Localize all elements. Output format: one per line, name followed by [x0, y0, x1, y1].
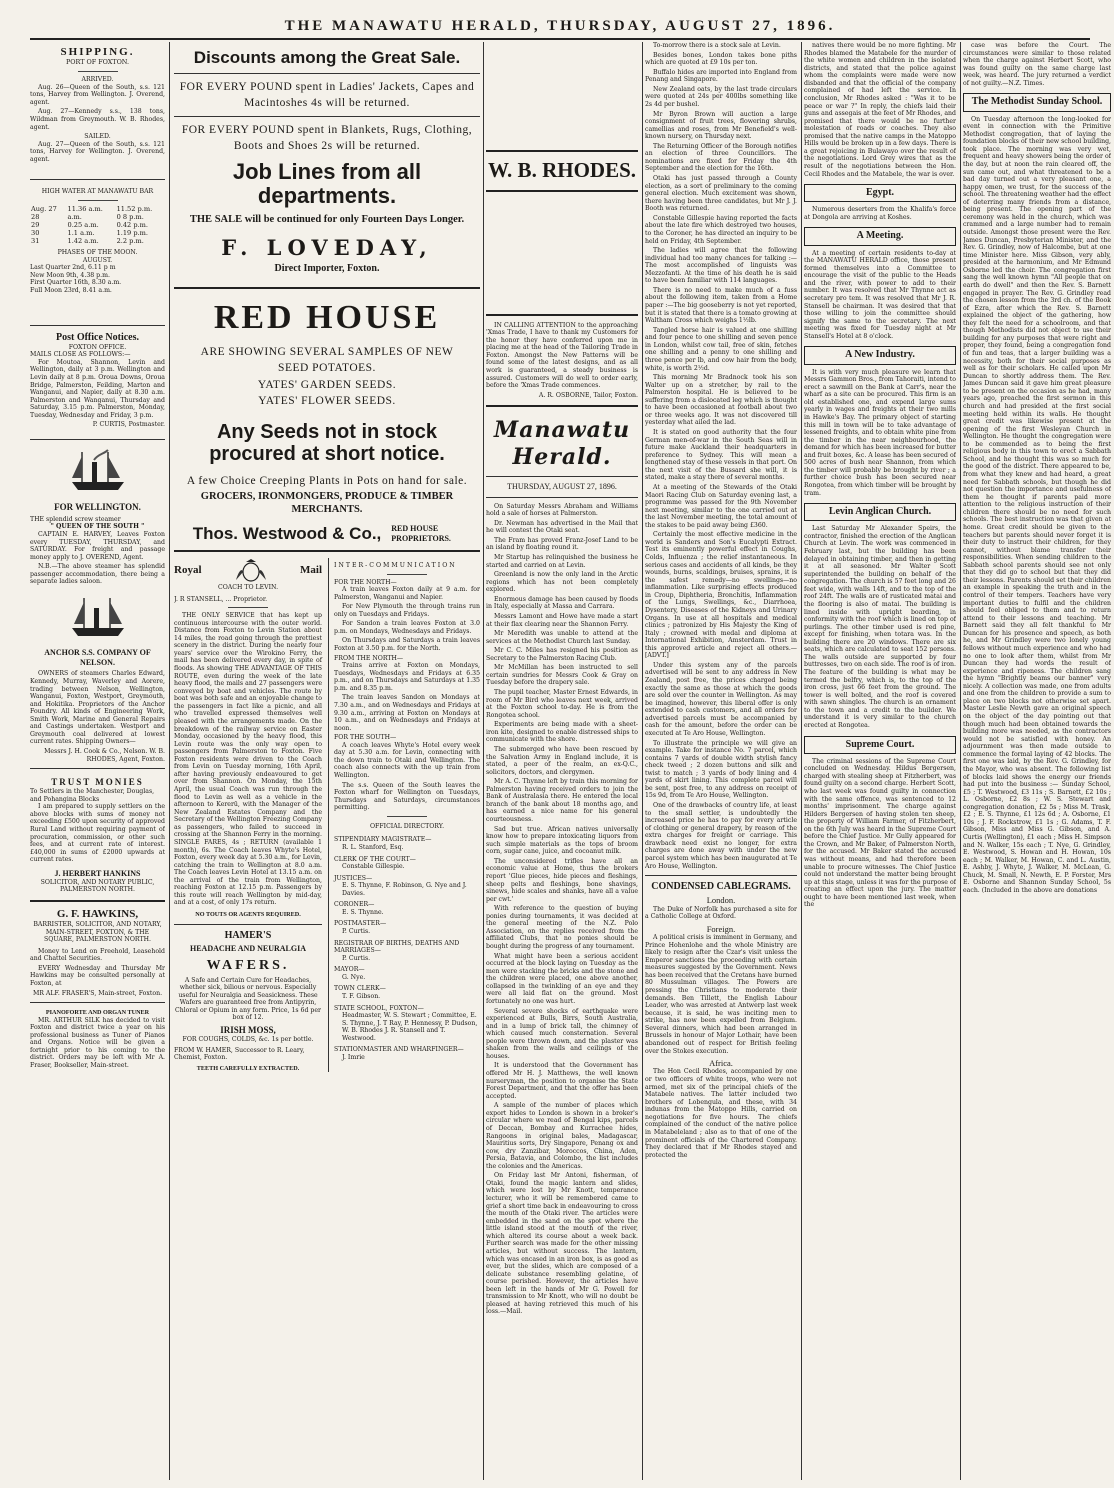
- column-news-2: [804, 42, 956, 1480]
- news-item: The submerged who have been rescued by the Salvation Army in England include, it is stated, a peer of the realm, an ex-Q.C., solicitors, doctors, and clergymen.: [486, 745, 638, 776]
- steamer-details: CAPTAIN E. HARVEY, Leaves Foxton every TUESDAY, THURSDAY, and SATURDAY. For freight and passage money apply to J. OVEREND, Agent.: [30, 530, 165, 561]
- divider: [174, 287, 480, 289]
- coach-heading: COACH TO LEVIN.: [217, 583, 279, 591]
- anchor-company-heading: ANCHOR S.S. COMPANY OF NELSON.: [44, 647, 151, 667]
- postmaster-sign: P. CURTIS, Postmaster.: [92, 421, 165, 429]
- directory-label: CLERK OF THE COURT—: [334, 855, 416, 863]
- westwood-line: [174, 524, 480, 544]
- news-item: It is understood that the Government has offered Mr H. J. Matthews, the well known nurseryman, the position to organise the State Forest Department, and that the offer has been accepted.: [486, 1062, 638, 1100]
- divider: [228, 607, 268, 608]
- divider: [486, 314, 638, 316]
- arrived-heading: ARRIVED.: [81, 76, 114, 84]
- red-house-line: SEED POTATOES.: [278, 362, 376, 375]
- news-item: Enormous damage has been caused by floods in Italy, especially at Massa and Carrara.: [486, 595, 638, 611]
- post-office-heading: Post Office Notices.: [55, 331, 140, 343]
- hamers-heading: HAMER'S: [224, 929, 272, 941]
- meeting-text: At a meeting of certain residents to-day at the MANAWATU HERALD office, those present formed themselves into a Committee to encourage the visit of the public to the Heads and the river, with power to add to their number. It was resolved that Mr Thynne act as secretary pro tem. It was resolved that Mr J. R. Stansell be chairman. It was desired that that those willing to join the committee should signify the same to the secretary. The next meeting was fixed for Tuesday night at Mr Stansell's Hotel at 8 o'clock.: [804, 249, 956, 340]
- royal-mail-header: [174, 558, 322, 584]
- table-cell: 2.2 p.m.: [116, 237, 144, 246]
- supreme-court-text: The criminal sessions of the Supreme Court concluded on Wednesday. Hildus Bergersen, charged with stealing sheep at Fitzherbert, was found guilty on a second charge. Herbert Scott, who last week was found guilty in connection with the same offence, was sentenced to 12 months' imprisonment. The charge against Hilders Bergersen of having stolen ten sheep, the property of William Farmer, of Fitzherbert, on the 6th July was heard in the Supreme Court before the Chief Justice. Mr Gully appeared for the Crown, and Mr Baker, of Palmerston North, for the accused. Mr Baker stated the accused was without means, and had therefore been unable to procure witnesses. The Chief Justice could not understand the matter being brought up at this stage, unless it was for the purpose of creating an effect upon the jury. The matter ought to have been mentioned last week, when the: [804, 757, 956, 909]
- directory-value: G. Nye.: [342, 973, 366, 981]
- lower-ads: [174, 558, 480, 1072]
- news-item: Tangled horse hair is valued at one shilling and four pence to one shilling and seven pence in London, whilst cow tail, free of skin, fetches one shilling and a penny to one shilling and three pence per lb, and cow hair from the body, white, is worth 2½d.: [645, 326, 797, 372]
- directory-value: J. Imrie: [342, 1053, 365, 1061]
- divider: [30, 439, 165, 440]
- directory-label: MAYOR—: [334, 966, 365, 974]
- hamer-sign: FROM W. HAMER, Successor to R. Leary, Chemist, Foxton.: [174, 1046, 305, 1062]
- inter-communication: [328, 558, 480, 1072]
- news-item: Buffalo hides are imported into England from Penang and Singapore.: [645, 68, 797, 84]
- plants-text: A few Choice Creeping Plants in Pots on hand for sale.: [186, 474, 468, 487]
- levin-church-heading: Levin Anglican Church.: [804, 503, 956, 521]
- news-item: Experiments are being made with a sheet-iron kite, designed to enable distressed ships to communicate with the shore.: [486, 721, 638, 744]
- directory-value: P. Curtis.: [342, 954, 371, 962]
- divider: [30, 325, 165, 326]
- herald-date: THURSDAY, AUGUST 27, 1896.: [507, 481, 617, 491]
- herald-title: Manawatu Herald.: [493, 417, 631, 471]
- wafers-text: A Safe and Certain Cure for Headaches, whether sick, bilious or nervous. Especially useful for Neuralgia and Seasickness. These Wafers are guaranteed free from Antipyrin, Chloral or Opium in any form. Price, 1s 6d per box of 12.: [174, 976, 322, 1022]
- news-item: Constable Gillespie having reported the facts about the late fire which destroyed two houses, to the Coroner, he has directed an inquiry to be held on Friday, 4th September.: [645, 214, 797, 245]
- loveday-name: F. LOVEDAY,: [221, 235, 433, 261]
- teeth-text: TEETH CAREFULLY EXTRACTED.: [196, 1064, 300, 1072]
- news-item: There is no need to make much of a fuss about the following item, taken from a Home paper :—The big gooseberry is not yet reported, but it is stated that there is a tomato growing at Waltham Cross which weighs 1½lb.: [645, 286, 797, 325]
- news-item: The Returning Officer of the Borough notifies an election of three Councillors. The nominations are fixed for Friday the 4th September and the election for the 16th.: [645, 142, 797, 173]
- africa-text: The Hon Cecil Rhodes, accompanied by one or two officers of white troops, who were not armed, met six of the principal chiefs of the Matabele natives. The latter included two brothers of Lobengula, and these, with 34 indunas from the Matoppo Hills, carried on negotiations for five hours. The chiefs complained of the conduct of the native police in Matabeleland ; also as to that of one of the prominent officials of the Chartered Company. They declared that if Mr Rhodes stayed and protected the: [645, 1068, 797, 1159]
- news-item: Greenland is now the only land in the Arctic regions which has not been completely explored.: [486, 571, 638, 594]
- hawkins-text: Money to Lend on Freehold, Leasehold and Chattel Securities.: [30, 947, 165, 963]
- moon-month: AUGUST.: [82, 256, 113, 264]
- news-item: Mr Startup has relinquished the business he started and carried on at Levin.: [486, 554, 638, 569]
- red-house-line: YATES' FLOWER SEEDS.: [258, 394, 396, 407]
- column-herald: [486, 42, 638, 1480]
- divider: [486, 405, 638, 407]
- inter-subheading: FOR THE SOUTH—: [334, 734, 397, 742]
- divider: [78, 200, 118, 201]
- moon-heading: PHASES OF THE MOON.: [57, 249, 138, 257]
- cablegrams-heading: CONDENSED CABLEGRAMS.: [651, 881, 791, 893]
- directory-value: E. S. Thynne, F. Robinson, G. Nye and J. Davies.: [342, 882, 467, 897]
- levin-church-text: Last Saturday Mr Alexander Speirs, the contractor, finished the erection of the Anglican Church at Levin. The work was commenced in February last, but the building has been delayed in obtaining timber, and then in getting it at all seasoned. Mr Walter Scott superintended the building on behalf of the congregation. The church is 57 feet long and 26 feet wide, with walls 14ft, and to the top of the roof 24ft. The walls are of rusticated matai and the flooring is also of matai. The building is lined inside with upright boarding, in conformity with the roof which is lined on top of purlings. The other timber used is red pine, except for finishing, when totara was. In the building there are 20 windows. There are six seats, which are calculated to seat 152 persons. The walls outside are supported by four buttresses, two on each side. The roof is of iron. The feature of the building is what may be termed the belfry, which is, to the top of the iron cross, just 66 feet from the ground. The tower is well bolted, and the roof is covered with sawn shingles. The church is an ornament to the town and a credit to the builder. We understand it is very similar to the church erected at Rongotea.: [804, 525, 956, 729]
- news-item: Besides bones, London takes bone piths which are quoted at £9 10s per ton.: [645, 51, 797, 67]
- table-cell: 29: [31, 221, 40, 230]
- steamship-icon: [68, 594, 128, 640]
- divider: [30, 900, 165, 902]
- sunday-school-text: On Tuesday afternoon the long-looked for event in connection with the Primitive Methodist congregation, that of laying the foundation blocks of their new school building, took place. The morning was very wet, frequent and heavy showers being the order of the day, but at noon the rain cleared off, the sun came out, and what threatened to be a bad day turned out a very pleasant one, a happy omen, we trust, for the success of the school. The threatening weather had the effect of deterring many friends from a distance, being present. The opening part of the ceremony was held in the church, which was crammed and a large number had to remain outside. Amongst those present were the Rev. James Duncan, Presbyterian Minister, and the Rev. G. Grindley, now of Halcombe, but at one time Minister here. Miss Gibson, very ably, presided at the harmonium, and Mr Edmund Osborne led the choir. The congregation first sang the well known hymn "All people that on earth do dwell" and then the Rev. S. Barnett engaged in prayer. The Rev. G. Grindley read the chosen lesson from the 3rd ch. of the Book of Ezra, after which the Rev. S. Barnett explained the object of the gathering, how they felt the need for a schoolroom, and that though Methodists did not object to use their building for any purposes that were right and proper, they found, being a congregation fond of fun and teas, that a larger building was a necessity, both for their social purposes as well as for their scholars. He called upon Mr Duncan to shortly address them. The Rev. James Duncan said it gave him great pleasure to be present on the occasion as he had, many years ago, preached the first sermon in this church and had presided at the first social meeting held within its walls. He thought great credit was likewise present at the opening of the first Wesleyan Church in Wellington. He thought the congregation were to be commended as to being the first religious body in this town to erect a Sabbath School, and he thought this was so much for the good of the district. There appeared to be, from what they knew and had heard, a great need for Sabbath schools, but though he did not question the importance and usefulness of them he thought if parents paid more attention to the religious instruction of their children there should be no need for such schools. The best instruction was that given at home. Great credit should be given to the teachers but parents should never forget it is their duty to instruct their children, for they cannot, without blame transfer their responsibilities. When sending children to the Sabbath school parents should see not only that they did go to school but that they did their lessons. Parents should set their children an example in speaking the truth and in the control of their tempers. Teachers have very important duties to fulfil and the children should feel obliged to them and to return attend to their lessons and teaching. Mr Barnett said they all felt thankful to Mr Duncan for his presence and speech, as both he, and Mr Grindley were two lonely young fellows without much experience and who had no one to look after them, whilst from Mr Duncan they had words the result of experience and ripeness. The children sang the hymn "Brightly beams our banner" very nicely. A collection was made, one from adults and one from the children to provide a sum to place on two blocks not otherwise set apart. Master Leslie Newth gave an original speech on the object of the day pointing out that though much had been obtained towards the building more was needed, as the contractors would not be satisfied with honey. An adjournment was then made outside to commence the formal laying of 42 blocks. The first one was laid, by the Rev. G. Grindley, for the Mayor, who was absent. The following list of blocks laid shows the energy our friends had put into the business :— Sunday School, £5 ; T. Westwood, £3 11s ; S. Barnett, £2 10s ; L. Osborne, £2 8s ; W. S. Stewart and congregation donation, £2 5s ; Miss M. Trask, £2 ; E. S. Thynne, £1 12s 6d ; A. Osborne, £1 10s ; J. F. Rockstrow, £1 1s ; G. Adams, T. F. Gibson, Miss and Miss G. Gibson, and A. Curtis (Wellington), £1 each ; Miss H. Simpson and N. Walker, 15s each ; T. Nye, G. Grindley, E. Westwood, S. Howan and H. Howan, 10s each ; M. Walker, M. Howan, C. and L. Austin, E. Ashby, J. Whyte, J. Walker, M. McLean, G. Chuck, M. Small, N. Newth, E. P. Forster, Mrs E. Osborne and Shannon Sunday School, 5s each. (Included in the above are donations: [963, 115, 1111, 894]
- news-item: Mr Byron Brown will auction a large consignment of fruit trees, flowering shrubs, camellias and roses, from Mr Benefield's well-known nursery, on Thursday next.: [645, 110, 797, 141]
- table-cell: 28: [31, 213, 40, 221]
- blank-space: [486, 42, 638, 150]
- news-item: Mr McMillan has been instructed to sell certain sundries for Messrs Cook & Gray on Tuesday before the drapery sale.: [486, 664, 638, 687]
- news-item: Messrs Lamont and Howe have made a start at their flax clearing near the Shannon Ferry.: [486, 612, 638, 628]
- royal-label: Royal: [174, 564, 202, 577]
- divider: [645, 875, 797, 876]
- news-item: The unconsidered trifles have all an economic value at Home, thus the brokers report 'Glue pieces, hide pieces and fleshings, sheep pelts and fleshings, bone shavings, sinews, hide scales and shanks, have all a value per cwt.': [486, 857, 638, 903]
- news-item: The ladies will agree that the following individual had too many chances for talking :—The most accomplished of linguists was Mezzofanti. At the time of his death he is said to have been familiar with 114 languages.: [645, 247, 797, 285]
- steamship-icon: [68, 448, 128, 494]
- news-item: Several severe shocks of earthquake were experienced at Bulls, Birrs, South Australia, and in a lump of brick tall, the chimney of which caused much consternation. Several people were thrown down, and the plaster was shaken from the walls and ceilings of the houses.: [486, 1007, 638, 1060]
- trust-monies-heading: TRUST MONIES: [51, 777, 144, 788]
- arrival-entry: Aug. 27—Kennedy s.s., 138 tons, Wildman from Greymouth. W. B. Rhodes, agent.: [30, 108, 165, 131]
- news-item: On Friday last Mr Antoni, fisherman, of Otaki, found the magic lantern and slides, which were lost by Mr Knott, temperance lecturer, who it will be remembered came to grief a short time back in endeavouring to cross the mouth of the Otaki river. The articles were embedded in the sand on the spot where the little island stood at the mouth of the river, which altered its course about a week back. Further search was made for the other missing articles, but without success. The lantern, which was encased in an iron box, is as good as ever, but the slides, which are composed of a delicate substance resembling gelatine, of course perished. However, the articles have been left in the hands of Mr G. Powell for transmission to Mr Knott, who will no doubt be pleased at having retrieved this much of his loss.—Mail.: [486, 1172, 638, 1316]
- rhodes-advert: W. B. RHODES.: [486, 150, 638, 192]
- column-advertisements: [174, 42, 480, 1480]
- foreign-heading: Foreign.: [706, 923, 736, 934]
- inter-text: The s.s. Queen of the South leaves the Foxton wharf for Wellington on Tuesdays, Thursdays and Saturdays, circumstances permitting.: [334, 781, 480, 812]
- london-heading: London.: [706, 895, 736, 906]
- sunday-school-heading: The Methodist Sunday School.: [963, 93, 1111, 111]
- news-item: Mr Meredith was unable to attend at the services at the Methodist Church last Sunday.: [486, 630, 638, 645]
- wafers-heading: WAFERS.: [206, 957, 290, 973]
- directory-label: STATE SCHOOL, FOXTON—: [334, 1004, 424, 1012]
- table-row: [30, 213, 165, 221]
- divider: [174, 116, 480, 117]
- meeting-heading: A Meeting.: [804, 227, 956, 245]
- inter-subheading: FOR THE NORTH—: [334, 578, 397, 586]
- news-item: With reference to the question of buying ponies during tournaments, it was decided at the general meeting of the N.Z. Polo Association, on the replies received from the affiliated Clubs, that no ponies should be bought during the progress of any tournament.: [486, 905, 638, 951]
- moon-phase: First Quarter 16th, 8.30 a.m.: [30, 279, 122, 287]
- column-divider: [169, 42, 170, 1480]
- egypt-heading: Egypt.: [804, 184, 956, 202]
- table-cell: 11.52 p.m.: [116, 204, 153, 213]
- news-item: This morning Mr Bradnock took his son Walter up on a stretcher, by rail to the Palmerston hospital. He is believed to be suffering from a dislocated leg which is thought to have been occasioned at football about two or three weeks ago. It was not discovered till yesterday what ailed the lad.: [645, 374, 797, 427]
- news-text: case was before the Court. The circumstances were similar to those related when the charge against Herbert Scott, who was found guilty on the same charge last week, was heard. The jury returned a verdict of not guilty.—N.Z. Times.: [963, 42, 1111, 87]
- red-house-heading: RED HOUSE: [213, 298, 441, 336]
- mails-close: MAILS CLOSE AS FOLLOWS:—: [30, 351, 131, 359]
- official-directory-heading: OFFICIAL DIRECTORY.: [369, 822, 445, 830]
- africa-heading: Africa.: [709, 1058, 733, 1069]
- table-row: [30, 205, 165, 213]
- post-office-text: For Moutoa, Shannon, Levin and Wellington, daily at 3 p.m. Wellington and Levin daily at 8 p.m. Oroua Downs, Oroua Bridge, Palmerston, Feilding, Marton and Wanganui, and Napier, daily at 8.30 a.m. Palmerston and Wanganui, Thursday and Saturday, 3.15 p.m. Palmerston, Monday, Tuesday, Wednesday and Friday, 3 p.m.: [30, 358, 165, 419]
- inter-text: The train leaves Sandon on Mondays at 7.30 a.m., and on Wednesdays and Fridays at 9.30 a.m., arriving at Foxton on Mondays at 10 a.m., and on Wednesdays and Fridays at noon.: [334, 694, 480, 732]
- high-water-heading: HIGH WATER AT MANAWATU BAR: [41, 188, 154, 196]
- divider: [174, 73, 480, 74]
- table-cell: 0.25 a.m.: [67, 221, 99, 230]
- news-item: A sample of the number of places which export hides to London is shown in a broker's circular where we read of Bengal kips, parcels of Deccan, Bombay and Kurrachee hides, Rangoons in original bales, Madagascar, Mauritius sorts, Dry Singapore, Penang ox and cow, dry Zanzibar, Moroccos, China, Aden, Persia, Batavia, and Colombo, the list includes the colonies and the Americas.: [486, 1102, 638, 1170]
- red-house-line: YATES' GARDEN SEEDS.: [257, 378, 397, 391]
- news-item: New Zealand oats, by the last trade circulars were quoted at 24s per 400lbs something like 2s 4d per bushel.: [645, 85, 797, 108]
- news-item: At a meeting of the Stewards of the Otaki Maori Racing Club on Saturday evening last, a programme was passed for the 9th November next meeting, similar to the one carried out at the last November meeting, the total amount of the stakes to be paid away being £360.: [645, 483, 797, 529]
- directory-value: Constable Gillespie.: [342, 863, 405, 871]
- anchor-company-text: OWNERS of steamers Charles Edward, Kennedy, Murray, Waverley and Aorere, trading between Nelson, Wellington, Wanganui, Foxton, Westport, Greymouth, and Hokitika. Proprietors of the Anchor Foundry. All kinds of Engineering Work, Smith Work, Marine and General Repairs and Castings undertaken. Westport and Greymouth coal delivered at lowest current rates. Shipping Owners—: [30, 670, 165, 746]
- divider: [78, 71, 118, 72]
- column-shipping: [30, 42, 165, 1480]
- news-item: Certainly the most effective medicine in the world is Sanders and Son's Eucalypti Extract. Test its eminently powerful effect in Coughs, Colds, Influenza ; the relief instantaneous. In serious cases and accidents of all kinds, be they wounds, burns, scaldings, bruises, sprains, it is the safest remedy—no swellings—no inflammation. Like surprising effects produced in Croup, Diphtheria, Bronchitis, Inflammation of the Lungs, Swellings, &c., Diarrhoea, Dysentery, Diseases of the Kidneys and Urinary Organs. In use at all hospitals and medical clinics ; patronized by His Majesty the King of Italy ; crowned with medal and diploma at International Exhibition, Amsterdam. Trust in this approved article and reject all others.—[ADVT.]: [645, 531, 797, 660]
- inter-text: On Thursdays and Saturdays a train leaves Foxton at 3.50 p.m. for the North.: [334, 637, 480, 653]
- news-item: What might have been a serious accident occurred at the block laying on Tuesday as the men were stacking the bricks and the stone and the children were placed, one above another, collapsed in the twinkling of an eye and they were all laid flat on the ground. Most fortunately no one was hurt.: [486, 952, 638, 1005]
- irish-moss-heading: IRISH MOSS,: [220, 1024, 276, 1035]
- divider: [387, 816, 427, 817]
- moon-phase: Last Quarter 2nd, 6.11 p m: [30, 264, 116, 272]
- divider: [486, 476, 638, 477]
- masthead: [30, 14, 1090, 40]
- inter-text: For Sandon a train leaves Foxton at 3.0 p.m. on Mondays, Wednesdays and Fridays.: [334, 620, 480, 635]
- steamer-name: " QUEEN OF THE SOUTH ": [50, 523, 145, 531]
- inter-text: Trains arrive at Foxton on Mondays, Tuesdays, Wednesdays and Fridays at 6.35 p.m., and on Thursdays and Saturdays at 1.35 p.m. and 8.35 p.m.: [334, 662, 480, 692]
- column-news: [645, 42, 797, 1480]
- egypt-text: Numerous deserters from the Khalifa's force at Dongola are arriving at Koshes.: [804, 206, 956, 221]
- osborne-text: IN CALLING ATTENTION to the approaching 'Xmas Trade, I have to thank my Customers for the honor they have conferred upon me in placing me at the head of the Tailoring Trade in Foxton. Amongst the New Patterns will be found some of the latest designs, and as all work is guaranteed, a steady business is assured. Customers will do well to order early, before the 'Xmas Trade commences.: [486, 321, 638, 390]
- trust-monies-sub: To Settlers in the Manchester, Douglas, and Pohangina Blocks: [30, 788, 155, 803]
- steamer-note: N.B.—The above steamer has splendid passenger accommodation, there being a separate ladies saloon.: [30, 563, 165, 586]
- red-house-line: ARE SHOWING SEVERAL SAMPLES OF NEW: [200, 346, 454, 359]
- hankins-sub: SOLICITOR, AND NOTARY PUBLIC, PALMERSTON NORTH.: [40, 878, 155, 894]
- hawkins-sub: BARRISTER, SOLICITOR, AND NOTARY,: [33, 921, 162, 929]
- directory-value: T. F. Gibson.: [342, 992, 381, 1000]
- no-touts: NO TOUTS OR AGENTS REQUIRED.: [195, 911, 301, 919]
- table-cell: 0 8 p.m.: [116, 213, 144, 221]
- royal-crest-icon: [234, 558, 268, 584]
- port-heading: PORT OF FOXTON.: [65, 58, 130, 67]
- news-item: To-morrow there is a stock sale at Levin.: [653, 42, 781, 49]
- piano-text: MR. ARTHUR SILK has decided to visit Foxton and district twice a year on his professional business as Tuner of Pianos and Organs. Notice will be given a fortnight prior to his coming to the district. Orders may be left with Mr A. Fraser, Bookseller, Main-street.: [30, 1016, 165, 1070]
- trust-monies-text: I am prepared to supply settlers on the above blocks with sums of money not exceeding £500 upon security of approved Rural Land without requiring payment of procuration, commission, or other such fees, and at current rate of interest. £40,000 in sums of £2000 upwards at current rates.: [30, 803, 165, 864]
- hawkins-address: MAIN-STREET, FOXTON, & THE SQUARE, PALMERSTON NORTH.: [44, 928, 151, 944]
- coach-proprietor: J. R STANSELL, ... Proprietor.: [174, 595, 268, 603]
- irish-moss-text: FOR COUGHS, COLDS, &c. 1s per bottle.: [182, 1035, 314, 1043]
- table-cell: 1.42 a.m.: [67, 237, 99, 246]
- directory-value: P. Curtis.: [342, 928, 371, 936]
- table-row: [30, 229, 165, 237]
- london-text: The Duke of Norfolk has purchased a site for a Catholic College at Oxford.: [645, 905, 797, 921]
- table-cell: 0.42 p.m.: [116, 221, 149, 230]
- table-cell: 1.1 a.m.: [67, 229, 95, 238]
- divider: [30, 768, 165, 769]
- moon-phase: Full Moon 23rd, 8.41 a.m.: [30, 286, 112, 294]
- divider: [30, 179, 165, 180]
- news-item: Mr A. C. Thynne left by train this morning for Palmerston having received orders to join the Bank of Australasia there. He entered the local branch of the bank about 18 months ago, and has earned a nice name for his general courteousness.: [486, 778, 638, 824]
- post-office-sub: FOXTON OFFICE.: [68, 343, 127, 351]
- coach-ad: [174, 558, 322, 1072]
- divider: [486, 497, 638, 498]
- industry-heading: A New Industry.: [804, 346, 956, 364]
- discounts-heading: Discounts among the Great Sale.: [193, 48, 461, 67]
- shipping-heading: SHIPPING.: [60, 46, 135, 58]
- hawkins-location: MR ALF. FRASER'S, Main-street, Foxton.: [32, 989, 163, 997]
- directory-label: REGISTRAR OF BIRTHS, DEATHS AND MARRIAGES—: [334, 939, 460, 955]
- column-divider: [960, 42, 961, 1480]
- sailing-entry: Aug. 27—Queen of the South, s.s. 121 tons, Harvey for Wellington. J. Overend, agent.: [30, 140, 165, 163]
- directory-label: STIPENDIARY MAGISTRATE—: [334, 836, 432, 844]
- industry-text: It is with very much pleasure we learn that Messrs Gammon Bros., from Tahoraiti, intend to erect a sawmill on the Bank at Carr's, near the wharf as a site can be procured. This firm is an old established one, and expend large sums yearly in wages and freights at their two mills in Hawke's Bay. The primary object of starting this mill in town will be to take advantage of lessened freights, and to obtain white pine from the timber in the near neighbourhood, the demand for which has been increased for butter and fruit boxes, &c. A lease has been secured of 500 acres of bush near Shannon, from which the timber will probably be brought by river ; a further choice bush has been secured near Rongotea, from which timber will be brought by tram.: [804, 368, 956, 497]
- table-row: [30, 221, 165, 229]
- column-divider: [801, 42, 802, 1480]
- anchor-company-sign: Messrs J. H. Cook & Co., Nelson. W. B. RHODES, Agent, Foxton.: [44, 748, 165, 763]
- high-water-table: [30, 205, 165, 245]
- westwood-name: Thos. Westwood & Co.,: [192, 524, 382, 544]
- column-news-3: [963, 42, 1111, 1480]
- table-cell: 31: [31, 237, 40, 246]
- coach-text: THE ONLY SERVICE that has kept up continuous intercourse with the outer world. Distance from Foxton to Levin Station about 14 miles, the road going through the prettiest scenery in the district. During the nearly four years' service over the Wirokino Ferry, the mail has been delivered every day, in spite of floods. As showing THE ADVANTAGE OF THIS ROUTE, even during the week of the late heavy flood, the mails and 27 passengers were conveyed by boat and vehicles. The route by boat was both safe and an enjoyable change to the passengers in fact like a picnic, and all who travelled expressed themselves well pleased with the arrangements made. On the breakdown of the railway service on Easter Monday, occasioned by the heavy flood, this Levin route was the only way open to passengers from Palmerston to Foxton. Five Foxton residents were driven to the Coach from Levin on Tuesday morning, 16th April, after having previously endeavoured to get over from Shannon. On Monday, the 15th April, the usual Coach was run through the flood to Levin as well as a vehicle in the afternoon to Kererū, with the Manager of the New Zealand Estates Company and the Secretary of the Wellington Freezing Company as passengers, who failed to succeed in crossing at the Shannon Ferry in the morning. SINGLE FARES, 4s ; RETURN (available 1 month), 6s. The Coach leaves Whyte's Hotel, Foxton, every week day at 5.30 a.m., for Levin, catching the train to Wellington at 8.0 a.m. The Coach leaves Levin Hotel at 13.15 a.m. on the arrival of the train from Wellington, reaching Foxton at 12.15 p.m. Passengers by this route will reach Wellington by mid-day, and at a cost, of only 17s return.: [174, 612, 322, 907]
- directory-label: JUSTICES—: [334, 874, 373, 882]
- directory-label: TOWN CLERK—: [334, 985, 386, 993]
- hamers-sub: HEADACHE AND NEURALGIA: [189, 943, 306, 953]
- directory-label: STATIONMASTER AND WHARFINGER—: [334, 1046, 464, 1054]
- discount-offer: FOR EVERY POUND spent in Blankets, Rugs, Clothing, Boots and Shoes 2s will be returned.: [181, 123, 473, 152]
- arrival-entry: Aug. 26—Queen of the South, s.s. 121 tons, Harvey from Wellington. J. Overend, agent.: [30, 83, 165, 106]
- column-divider: [483, 42, 484, 1480]
- directory-value: Headmaster, W. S. Stewart ; Committee, E. S. Thynne, J. T Ray, P. Hennessy, P. Dudson, W. B. Rhodes J. R. Stansell and T. Westwood.: [342, 1012, 478, 1042]
- steamer-intro: THE splendid screw steamer: [30, 515, 121, 523]
- discount-offer: FOR EVERY POUND spent in Ladies' Jackets, Capes and Macintoshes 4s will be returned.: [179, 80, 475, 109]
- inter-text: A train leaves Foxton daily at 9 a.m. for Palmerston, Wanganui and Napier.: [334, 586, 480, 601]
- foreign-text: A political crisis is imminent in Germany, and Prince Hohenlohe and the whole Ministry are likely to resign after the Czar's visit unless the Emperor sanctions the proceeding with certain measures suggested by the Government. News has been received that the Cretans have burned 80 Mussulman villages. The Powers are pressing the Christians to moderate their demands. Ben Tillett, the English Labour Leader, who was arrested at Antwerp last week because, it is said, he was inciting men to strike, has now been expelled from Belgium. Several dinners, which had been arranged in Brussels in honour of Major Lothair, have been abandoned out of respect for British feeling over the Stokes execution.: [645, 934, 797, 1055]
- westwood-sub: RED HOUSE PROPRIETORS.: [391, 524, 451, 544]
- directory-label: POSTMASTER—: [334, 920, 387, 928]
- grocers-text: GROCERS, IRONMONGERS, PRODUCE & TIMBER MERCHANTS.: [200, 490, 454, 515]
- job-lines-heading: Job Lines from all departments.: [232, 158, 422, 209]
- piano-heading: PIANOFORTE AND ORGAN TUNER: [45, 1009, 150, 1017]
- for-wellington-heading: FOR WELLINGTON.: [54, 501, 141, 512]
- news-item: The pupil teacher, Master Ernest Edwards, in room of Mr Bird who leaves next week, arrived at the Foxton school to-day. He is from the Rongotea school.: [486, 689, 638, 719]
- inter-subheading: FROM THE NORTH—: [334, 654, 404, 662]
- news-item: Mr C. C. Miles has resigned his position as Secretary to the Palmerston Racing Club.: [486, 647, 638, 662]
- hawkins-text: EVERY Wednesday and Thursday Mr Hawkins may be consulted personally at Foxton, at: [30, 964, 165, 987]
- directory-value: R. L. Stanford, Esq.: [342, 843, 404, 851]
- table-cell: a.m.: [67, 213, 82, 221]
- news-item: Sad but true. African natives universally know how to prepare intoxicating liquors from such simple materials as the tops of broom corn, sugar cane, juice, and cocoanut milk.: [486, 825, 638, 856]
- blank-space: [486, 198, 638, 308]
- inter-text: A coach leaves Whyte's Hotel every week day at 5.30 a.m. for Levin, connecting with the down train to Otaki and Wellington. The coach also connects with the up train from Wellington.: [334, 741, 480, 780]
- hankins-name: J. HERBERT HANKINS: [54, 868, 141, 878]
- news-item: Dr. Newman has advertised in the Mail that he will contest the Otaki seat.: [486, 519, 638, 535]
- news-item: The Fram has proved Franz-Josef Land to be an island by floating round it.: [486, 536, 638, 552]
- inter-heading: INTER-COMMUNICATION: [334, 561, 457, 569]
- divider: [174, 924, 322, 925]
- table-cell: 11.36 a.m.: [67, 204, 103, 213]
- sale-continued: THE SALE will be continued for only Fourteen Days Longer.: [189, 214, 465, 226]
- news-item: Under this system any of the parcels advertised will be sent to any address in New Zealand, post free, the prices charged being exactly the same as those at which the goods are sold over the counter in Wellington. As may be imagined, however, this liberal offer is only extended to cash customers, and all orders for advertised parcels must be accompanied by cash for the amount, before the order can be executed at Te Aro House, Wellington.: [645, 661, 797, 737]
- osborne-sign: A. R. OSBORNE, Tailor, Foxton.: [538, 391, 638, 399]
- divider: [30, 1002, 165, 1003]
- news-item: It is stated on good authority that the four German men-of-war in the South Seas will in future make Auckland their headquarters in preference to Sydney. This will mean a lengthened stay of these vessels in that port. On the next visit of the Bussard she will, it is stated, make a stay there of several months.: [645, 429, 797, 482]
- news-item: Otaki has just passed through a County election, as a sort of preliminary to the coming general election. Much excitement was shown, there having been three candidates, but Mr J. J. Booth was returned.: [645, 175, 797, 213]
- loveday-sub: Direct Importer, Foxton.: [274, 262, 380, 274]
- table-cell: 30: [31, 229, 40, 238]
- news-item: To illustrate the principle we will give an example. Take for instance No. 7 parcel, which contains 7 yards of double width stylish fancy check tweed ; 2 dozen buttons and silk and twist to match ; 3 yards of body lining and 4 yards of skirt lining. This complete parcel will be sent, post free, to any address on receipt of 15s 9d, from Te Aro House, Wellington.: [645, 739, 797, 800]
- divider: [387, 574, 427, 575]
- divider: [174, 550, 480, 552]
- table-cell: 1.19 p.m.: [116, 229, 149, 238]
- news-text: natives there would be no more fighting. Mr Rhodes blamed the Matabele for the murder of the white women and children in the isolated districts, and stated that the police against whom the complaints were made were now disbanded and that the official of the company complained of had left the service. In conclusion, Mr Rhodes asked : "Was it to be peace or war ?" In reply, the chiefs laid their guns and assegais at the feet of Mr Rhodes, and promised that there would be no further molestation of roads or coaches. They also promised that the native camps in the Matoppo Hills would be broken up in a few days. There is a great rejoicing in Bulawayo over the result of the negotiations. Lord Grey wires that as the result of the negotiations between the Hon. Cecil Rhodes and the Matabele, the war is over.: [804, 42, 956, 178]
- news-item: On Saturday Messrs Abraham and Williams hold a sale of horses at Palmerston.: [486, 502, 638, 518]
- masthead-title: THE MANAWATU HERALD, THURSDAY, AUGUST 27, 1896.: [284, 18, 836, 34]
- hawkins-name: G. F. HAWKINS,: [56, 907, 139, 920]
- column-divider: [642, 42, 643, 1480]
- sailed-heading: SAILED.: [84, 133, 111, 141]
- mail-label: Mail: [300, 564, 322, 577]
- moon-phase: New Moon 9th, 4.38 p.m.: [30, 271, 110, 279]
- directory-value: E. S. Thynne.: [342, 908, 384, 916]
- table-cell: Aug. 27: [31, 204, 57, 213]
- inter-text: For New Plymouth the through trains run only on Tuesdays and Fridays.: [334, 603, 480, 618]
- supreme-court-heading: Supreme Court.: [804, 736, 956, 754]
- seeds-heading: Any Seeds not in stock procured at short notice.: [209, 420, 445, 465]
- directory-label: CORONER—: [334, 901, 375, 909]
- news-item: One of the drawbacks of country life, at least to the small settler, is undoubtedly the increased price he has to pay for every article of clothing or general drapery, by reason of the extra charges for freight or carriage. This drawback need exist no longer, for extra charges are done away with under the new parcel system which has been inaugurated at Te Aro House, Wellington.: [645, 802, 797, 870]
- table-row: [30, 237, 165, 245]
